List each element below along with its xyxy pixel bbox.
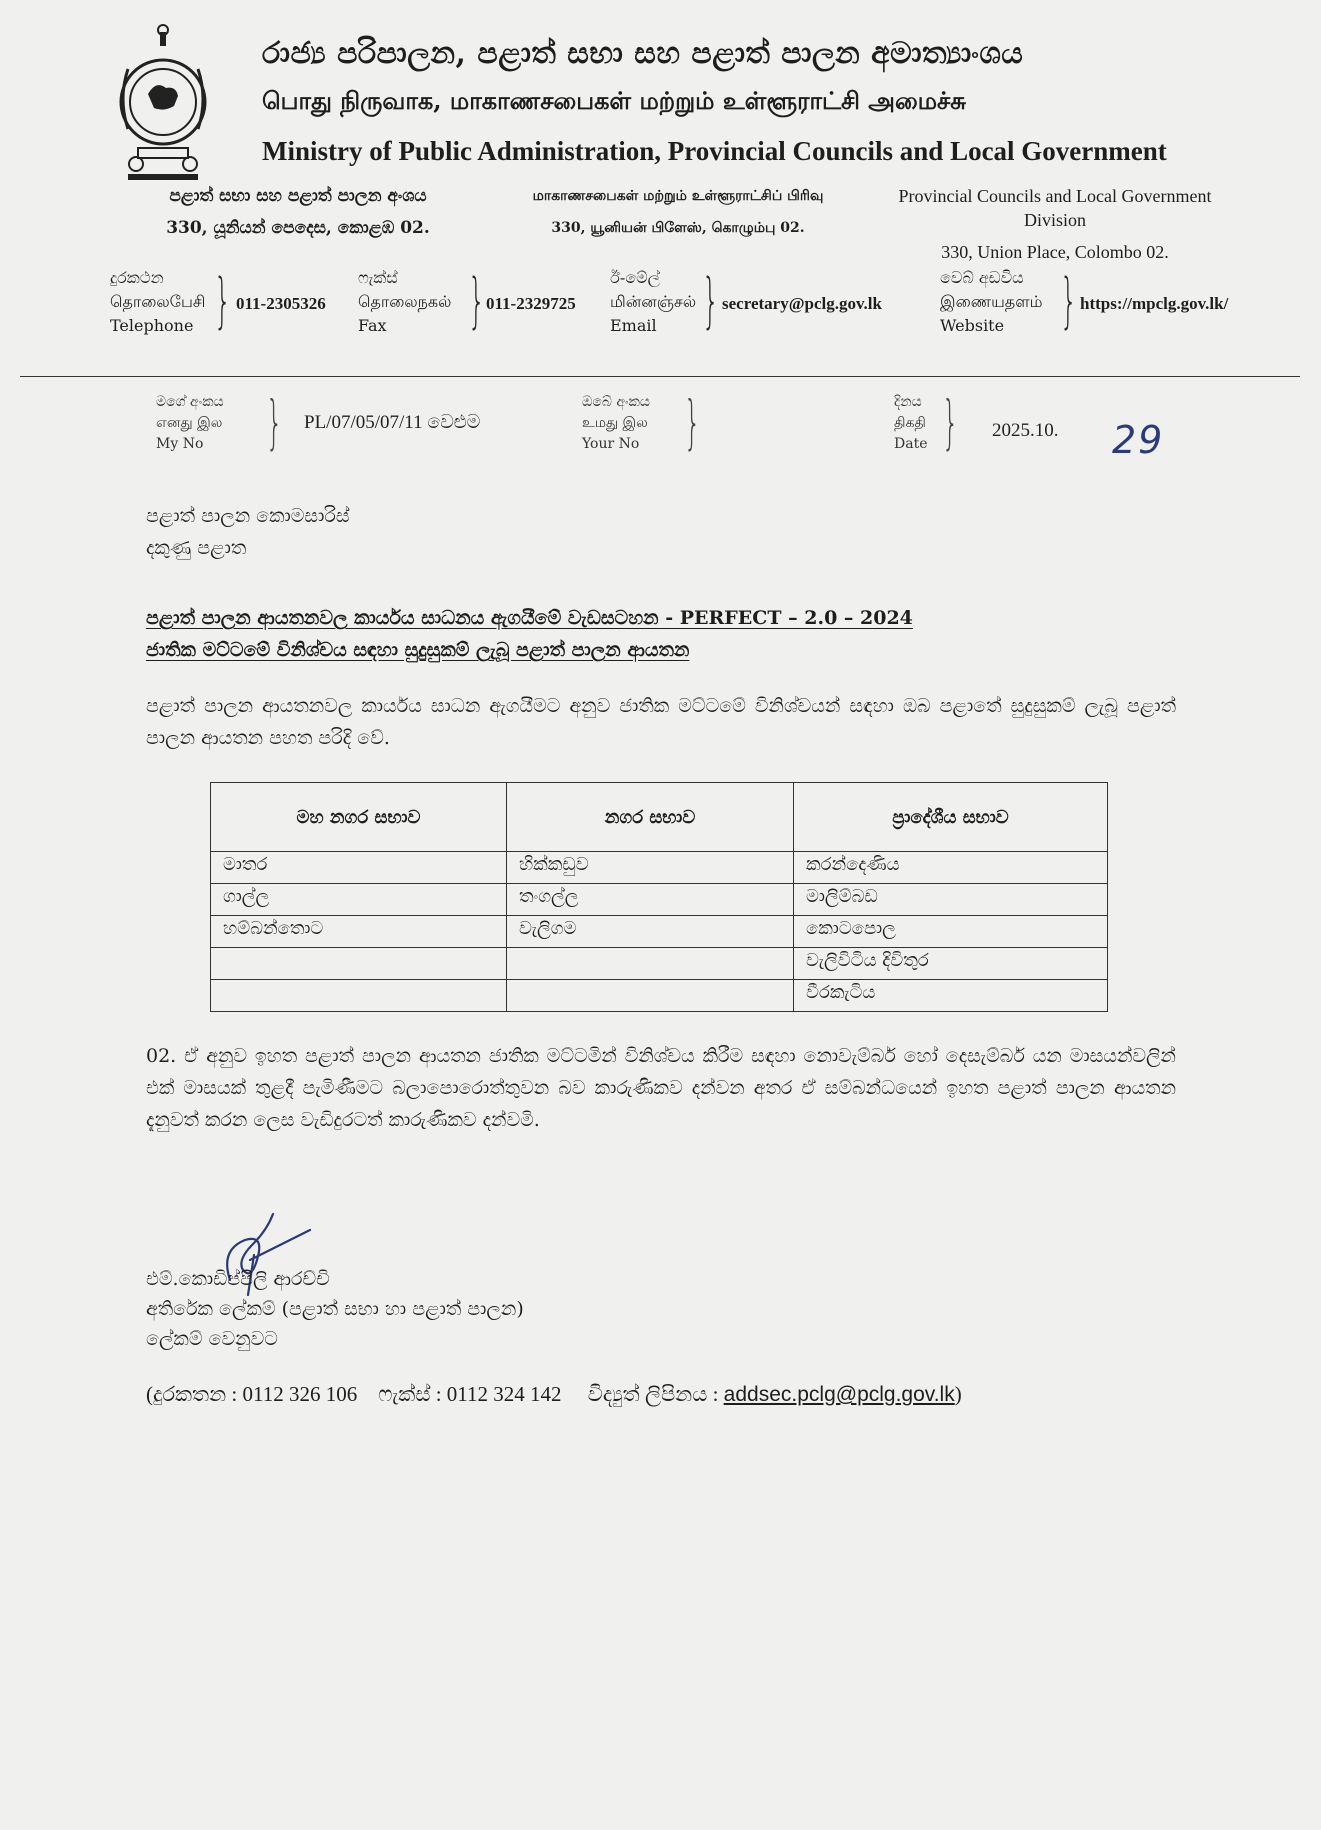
- division-block-english: [880, 184, 1230, 264]
- qualified-institutions-table: [210, 782, 1108, 1012]
- brace-icon: }: [702, 266, 720, 336]
- date-label-ta: திகதி: [894, 415, 926, 431]
- website-label-en: Website: [940, 316, 1005, 335]
- table-row: [211, 884, 1108, 916]
- footer-close-paren: ): [954, 1382, 962, 1406]
- footer-email-label: විද්‍යුත් ලිපිනය :: [587, 1382, 719, 1406]
- brace-icon: }: [468, 266, 486, 336]
- table-cell: වැලිගම: [507, 916, 794, 948]
- column-header-urban-council: නගර සභාව: [507, 783, 794, 852]
- fax-label-si: ෆැක්ස්: [358, 268, 398, 287]
- signatory-on-behalf: ලේකම් වෙනුවට: [146, 1328, 278, 1350]
- addressee-line: දකුණු පළාත: [146, 537, 247, 559]
- subject-line: පළාත් පාලන ආයතනවල කාර්යය සාධනය ඇගයීමේ වැඩසටහන - PERFECT – 2.0 – 2024: [146, 607, 913, 629]
- division-block-sinhala: [128, 184, 468, 240]
- my-no-label-si: මගේ අංකය: [156, 394, 224, 410]
- table-cell: [507, 948, 794, 980]
- table-cell: ගාල්ල: [211, 884, 507, 916]
- email-label-en: Email: [610, 316, 657, 335]
- table-cell: [507, 980, 794, 1012]
- telephone-label-en: Telephone: [110, 316, 194, 335]
- signatory-title: අතිරේක ලේකම් (පළාත් සභා හා පළාත් පාලන): [146, 1298, 524, 1320]
- date-value: 2025.10.: [992, 420, 1059, 441]
- division-block-tamil: [498, 184, 858, 240]
- division-name-tamil: மாகாணசபைகள் மற்றும் உள்ளூராட்சிப் பிரிவு: [532, 188, 824, 204]
- subject-heading: [146, 602, 913, 666]
- addressee-block: [146, 500, 350, 564]
- telephone-label-si: දුරකථන: [110, 268, 164, 287]
- signatory-block: [146, 1264, 524, 1354]
- brace-icon: }: [214, 266, 232, 336]
- table-row: [211, 916, 1108, 948]
- footer-fax-label: ෆැක්ස් :: [378, 1382, 442, 1406]
- table-cell: වීරකැටිය: [794, 980, 1108, 1012]
- your-no-label-ta: உமது இல: [582, 415, 648, 431]
- header-divider: [20, 376, 1300, 377]
- signatory-name: එම්.කොඩිප්පිලි ආරච්චි: [146, 1268, 330, 1290]
- table-cell: මාතර: [211, 852, 507, 884]
- footer-phone: 0112 326 106: [242, 1382, 358, 1406]
- telephone-label-ta: தொலைபேசி: [110, 292, 206, 311]
- subject-line: ජාතික මට්ටමේ විනිශ්චය සඳහා සුදුසුකම් ලැබූ පළාත් පාලන ආයතන: [146, 639, 690, 661]
- column-header-pradeshiya-sabha: ප්‍රාදේශීය සභාව: [794, 783, 1108, 852]
- footer-phone-label: (දුරකතන :: [146, 1382, 238, 1406]
- telephone-value: 011-2305326: [236, 294, 326, 313]
- table-cell: කරන්දෙණිය: [794, 852, 1108, 884]
- table-row: [211, 980, 1108, 1012]
- email-label-si: ඊ-මේල්: [610, 268, 660, 287]
- ministry-title-tamil: பொது நிருவாக, மாகாணசபைகள் மற்றும் உள்ளூராட்சி அமைச்சு: [262, 86, 966, 115]
- ministry-title-sinhala: රාජ්‍ය පරිපාලන, පළාත් සභා සහ පළාත් පාලන අමාත්‍යාංශය: [262, 36, 1024, 71]
- table-cell: වැලිවිටිය දිවිතුර: [794, 948, 1108, 980]
- table-cell: හික්කඩුව: [507, 852, 794, 884]
- address-sinhala: 330, යූනියන් පෙදෙස, කොළඹ 02.: [166, 218, 430, 238]
- fax-value: 011-2329725: [486, 294, 576, 313]
- table-cell: මාලිම්බඩ: [794, 884, 1108, 916]
- footer-email-link[interactable]: addsec.pclg@pclg.gov.lk: [723, 1383, 955, 1406]
- sri-lanka-emblem-icon: [108, 24, 218, 184]
- email-label-ta: மின்னஞ்சல்: [610, 292, 697, 311]
- date-label-si: දිනය: [894, 394, 922, 410]
- date-label-en: Date: [894, 436, 928, 452]
- brace-icon: }: [1060, 266, 1078, 336]
- division-name-english: Provincial Councils and Local Government Division: [898, 186, 1212, 230]
- my-no-label-en: My No: [156, 436, 204, 452]
- fax-label-en: Fax: [358, 316, 387, 335]
- division-name-sinhala: පළාත් සභා සහ පළාත් පාලන අංශය: [169, 186, 427, 206]
- body-paragraph-1: පළාත් පාලන ආයතනවල කාර්යය සාධන ඇගයීමට අනුව ජාතික මට්ටමේ විනිශ්චයන් සඳහා ඔබ පළාතේ සුදුසුකම් ලැබූ පළාත් පාලන ආයතන පහත පරිදි වේ.: [146, 695, 1176, 749]
- table-cell: කොටපොල: [794, 916, 1108, 948]
- footer-contact-line: [146, 1382, 962, 1407]
- website-label-ta: இணையதளம்: [940, 292, 1043, 311]
- my-no-value: PL/07/05/07/11 වෙළුම: [304, 412, 481, 433]
- my-no-label-ta: எனது இல: [156, 415, 223, 431]
- website-label-si: වෙබ් අඩවිය: [940, 268, 1024, 287]
- address-english: 330, Union Place, Colombo 02.: [941, 242, 1169, 262]
- addressee-line: පළාත් පාලන කොමසාරිස්: [146, 505, 350, 527]
- table-cell: තංගල්ල: [507, 884, 794, 916]
- ministry-title-english: Ministry of Public Administration, Provincial Councils and Local Government: [262, 136, 1167, 166]
- email-value: secretary@pclg.gov.lk: [722, 294, 882, 313]
- table-row: [211, 852, 1108, 884]
- table-row: [211, 948, 1108, 980]
- brace-icon: }: [942, 388, 959, 456]
- address-tamil: 330, யூனியன் பிளேஸ், கொழும்பு 02.: [551, 220, 805, 236]
- brace-icon: }: [266, 388, 283, 456]
- body-paragraph-2: 02. ඒ අනුව ඉහත පළාත් පාලන ආයතන ජාතික මට්ටමින් විනිශ්චය කිරීම සඳහා නොවැම්බර් හෝ දෙසැම්බර් යන මාසයන්වලින් එක් මාසයක් තුළදී පැමිණීමට බලාපොරොත්තුවන බව කාරුණිකව දන්වන අතර ඒ සම්බන්ධයෙන් ඉහත පළාත් පාලන ආයතන දැනුවත් කරන ලෙස වැඩිදුරටත් කාරුණිකව දන්වමි.: [146, 1045, 1176, 1131]
- footer-fax: 0112 324 142: [446, 1382, 562, 1406]
- table-cell: [211, 980, 507, 1012]
- your-no-label-si: ඔබේ අංකය: [582, 394, 650, 410]
- column-header-municipal-council: මහ නගර සභාව: [211, 783, 507, 852]
- your-no-label-en: Your No: [582, 436, 640, 452]
- table-cell: [211, 948, 507, 980]
- handwritten-day: 29: [1112, 418, 1165, 462]
- table-header-row: [211, 783, 1108, 852]
- fax-label-ta: தொலைநகல்: [358, 292, 452, 311]
- website-value: https://mpclg.gov.lk/: [1080, 294, 1229, 313]
- brace-icon: }: [684, 388, 701, 456]
- table-cell: හම්බන්තොට: [211, 916, 507, 948]
